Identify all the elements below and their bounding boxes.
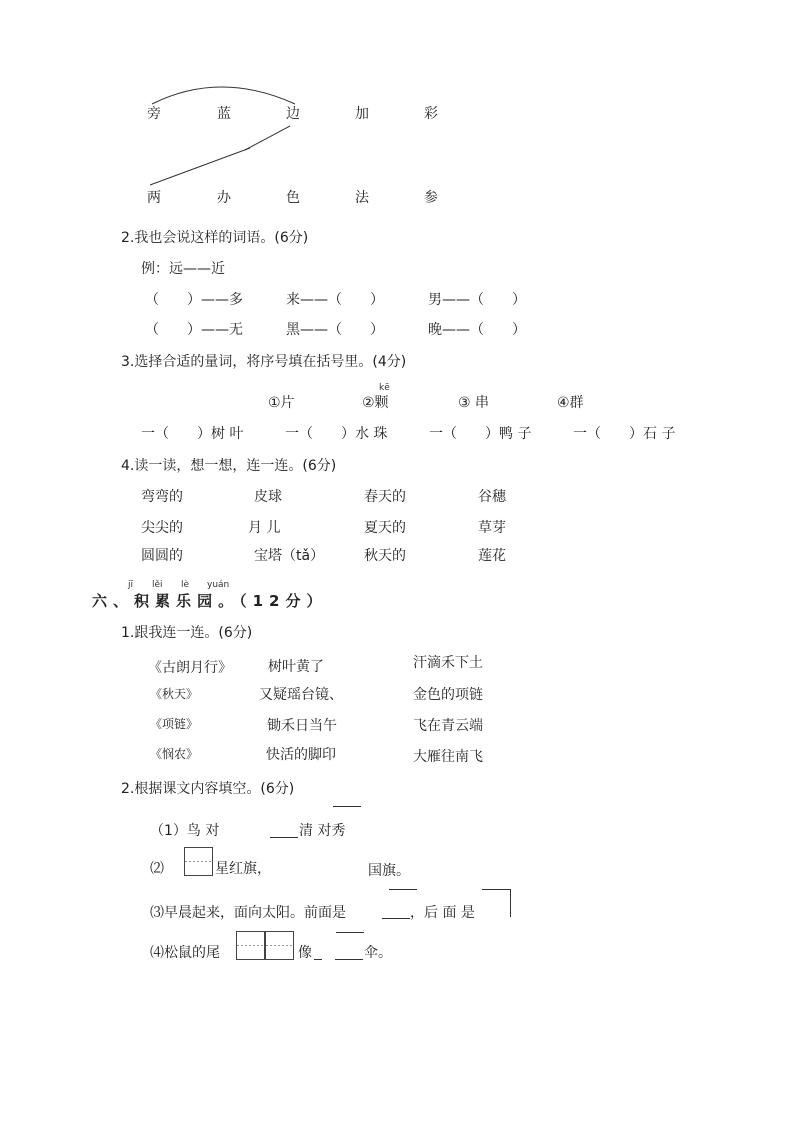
match-char: 边 bbox=[286, 106, 300, 122]
measure-option: ③ 串 bbox=[458, 395, 490, 411]
antonym-item: （ ）——无 bbox=[145, 322, 243, 338]
title-char: 园 bbox=[197, 592, 219, 610]
match-char: 彩 bbox=[424, 106, 438, 122]
antonym-item: 男——（ ） bbox=[428, 292, 526, 308]
fill-text: ⑵ bbox=[150, 861, 164, 877]
title-char: 积 bbox=[134, 592, 156, 610]
poem-line: 大雁往南飞 bbox=[413, 749, 483, 765]
phrase: 草芽 bbox=[478, 520, 506, 536]
poem-line: 锄禾日当午 bbox=[267, 718, 337, 734]
match-char: 加 bbox=[355, 106, 369, 122]
match-char: 旁 bbox=[147, 106, 161, 122]
phrase: 尖尖的 bbox=[141, 520, 183, 536]
title-char: 乐 bbox=[176, 592, 198, 610]
tianzi-box bbox=[265, 931, 294, 960]
question-title: 4.读一读，想一想，连一连。(6分) bbox=[121, 458, 337, 474]
fill-blank bbox=[314, 959, 322, 960]
phrase: 夏天的 bbox=[364, 520, 406, 536]
fill-text: 伞。 bbox=[364, 945, 392, 961]
question-title: 2.我也会说这样的词语。(6分) bbox=[121, 230, 309, 246]
matching-lines bbox=[0, 0, 793, 200]
fill-line bbox=[389, 889, 417, 890]
fill-line bbox=[510, 889, 511, 917]
poem-title: 《秋天》 bbox=[150, 687, 199, 701]
match-char: 法 bbox=[355, 190, 369, 206]
fill-text: 像 bbox=[298, 945, 312, 961]
question-title: 2.根据课文内容填空。(6分) bbox=[121, 781, 295, 797]
measure-option: ④群 bbox=[557, 395, 584, 411]
fill-text: 清 对秀 bbox=[299, 823, 346, 839]
poem-title: 《项链》 bbox=[150, 717, 199, 731]
match-char: 参 bbox=[424, 190, 438, 206]
poem-line: 金色的项链 bbox=[413, 687, 483, 703]
fill-blank bbox=[335, 959, 363, 960]
section-number: 六、 bbox=[92, 592, 135, 610]
pinyin: yuán bbox=[207, 580, 230, 590]
tianzi-box bbox=[184, 847, 213, 876]
poem-line: 飞在青云端 bbox=[413, 718, 483, 734]
section-title bbox=[92, 594, 327, 609]
antonym-item: 晚——（ ） bbox=[428, 322, 526, 338]
example: 例：远——近 bbox=[141, 261, 225, 277]
match-char: 两 bbox=[147, 190, 161, 206]
fill-line bbox=[336, 932, 364, 933]
poem-line: 树叶黄了 bbox=[268, 659, 324, 675]
measure-blank: 一（ ）石 子 bbox=[573, 426, 676, 442]
antonym-item: （ ）——多 bbox=[145, 292, 243, 308]
fill-blank bbox=[382, 918, 410, 919]
phrase: 宝塔（tǎ） bbox=[254, 548, 325, 564]
measure-blank: 一（ ）树 叶 bbox=[141, 426, 244, 442]
phrase: 月 儿 bbox=[248, 520, 281, 536]
phrase: 圆圆的 bbox=[141, 548, 183, 564]
poem-line: 快活的脚印 bbox=[266, 747, 336, 763]
section-score: 。（12分） bbox=[218, 592, 328, 610]
measure-blank: 一（ ）水 珠 bbox=[285, 426, 388, 442]
measure-blank: 一（ ）鸭 子 bbox=[429, 426, 532, 442]
phrase: 弯弯的 bbox=[141, 489, 183, 505]
pinyin: jī bbox=[128, 580, 134, 590]
phrase: 谷穗 bbox=[478, 489, 506, 505]
tianzi-box bbox=[236, 931, 265, 960]
poem-title: 《悯农》 bbox=[150, 747, 199, 761]
fill-text: 星红旗， bbox=[215, 861, 271, 877]
diagonal-line-1 bbox=[150, 148, 250, 185]
poem-line: 又疑瑶台镜、 bbox=[259, 687, 343, 703]
phrase: 春天的 bbox=[364, 489, 406, 505]
fill-text: （1）鸟 对 bbox=[150, 823, 220, 839]
measure-option: ①片 bbox=[268, 395, 295, 411]
poem-title: 《古朗月行》 bbox=[148, 660, 232, 676]
pinyin: kē bbox=[379, 383, 390, 393]
phrase: 皮球 bbox=[254, 489, 282, 505]
fill-line bbox=[482, 889, 510, 890]
measure-option: ②颗 bbox=[362, 395, 389, 411]
question-title: 1.跟我连一连。(6分) bbox=[121, 625, 253, 641]
fill-text: ⑶早晨起来，面向太阳。前面是 bbox=[150, 905, 346, 921]
antonym-item: 来——（ ） bbox=[286, 292, 384, 308]
question-title: 3.选择合适的量词，将序号填在括号里。(4分) bbox=[121, 354, 407, 370]
poem-line: 汗滴禾下土 bbox=[413, 655, 483, 671]
match-char: 办 bbox=[217, 190, 231, 206]
fill-text: 国旗。 bbox=[368, 863, 410, 879]
pinyin: lè bbox=[181, 580, 190, 590]
fill-text: ，后 面 是 bbox=[410, 905, 475, 921]
match-char: 色 bbox=[286, 190, 300, 206]
match-char: 蓝 bbox=[217, 106, 231, 122]
arc-line bbox=[152, 87, 295, 104]
phrase: 莲花 bbox=[478, 548, 506, 564]
title-char: 累 bbox=[155, 592, 177, 610]
antonym-item: 黑——（ ） bbox=[286, 322, 384, 338]
phrase: 秋天的 bbox=[364, 548, 406, 564]
fill-text: ⑷松鼠的尾 bbox=[150, 945, 220, 961]
diagonal-line-2 bbox=[245, 126, 290, 150]
pinyin: lěi bbox=[152, 580, 163, 590]
fill-blank bbox=[270, 837, 298, 838]
fill-line bbox=[333, 806, 361, 807]
